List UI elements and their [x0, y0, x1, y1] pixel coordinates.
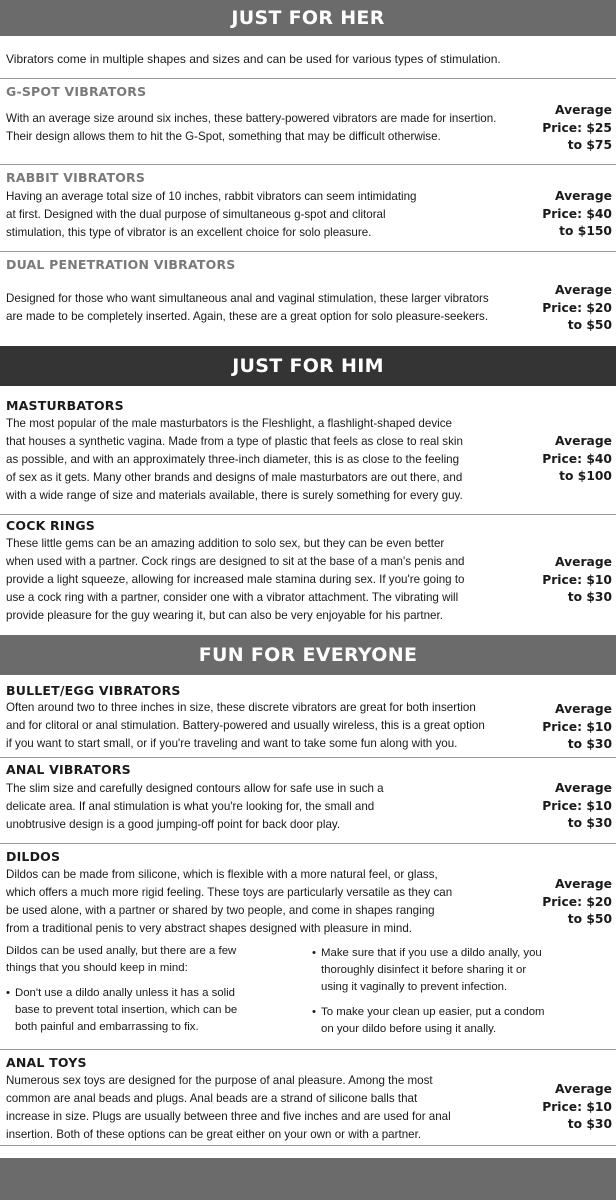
price-cock-rings: Average Price: $10 to $30: [542, 555, 612, 604]
product-description: Designed for those who want simultaneous anal and vaginal stimulation, these larger vibrators are made to be completely inserted. Again, these are a great option for solo pleasure-seekers.: [6, 292, 489, 323]
list-item: • To make your clean up easier, put a condom on your dildo before using it anally.: [312, 1004, 572, 1038]
product-title: MASTURBATORS: [6, 398, 124, 413]
divider: [0, 1049, 616, 1050]
price-dual: Average Price: $20 to $50: [542, 283, 612, 332]
divider: [0, 843, 616, 844]
dildo-tips-intro: Dildos can be used anally, but there are a few things that you should keep in mind:: [6, 945, 237, 974]
section-header-everyone: FUN FOR EVERYONE: [0, 635, 616, 675]
list-item: • Don't use a dildo anally unless it has a solid base to prevent total insertion, which can be both painful and embarrassing to fix.: [6, 985, 306, 1036]
product-title: G-SPOT VIBRATORS: [6, 84, 147, 99]
product-title: ANAL TOYS: [6, 1055, 87, 1070]
price-anal-vibrators: Average Price: $10 to $30: [542, 781, 612, 830]
price-masturbators: Average Price: $40 to $100: [542, 434, 612, 483]
product-description: Dildos can be made from silicone, which is flexible with a more natural feel, or glass, which offers a much more rigid feeling. These toys are particularly versatile as they can be used alone, with a partner or shared by two people, and come in shapes ranging from a traditional penis to very abstract shapes designed with pleasure in mind.: [6, 868, 453, 935]
product-description: With an average size around six inches, these battery-powered vibrators are made for insertion. Their design allows them to hit the G-Spot, something that may be difficult otherwise.: [6, 112, 497, 143]
divider: [0, 78, 616, 79]
product-description: These little gems can be an amazing addition to solo sex, but they can be even better when used with a partner. Cock rings are designed to sit at the base of a man's penis and provide a light squeeze, allowing for increased male stamina during sex. If you're going to use a cock ring with a partner, consider one with a vibrator attachment. The vibrating will provide pleasure for the guy wearing it, but can also be very enjoyable for his partner.: [6, 537, 465, 622]
divider: [0, 164, 616, 165]
product-anal-vibrators: [6, 762, 610, 834]
her-intro: Vibrators come in multiple shapes and sizes and can be used for various types of stimulation.: [6, 52, 501, 66]
product-dual-penetration-vibrators: [6, 257, 610, 326]
product-title: DUAL PENETRATION VIBRATORS: [6, 257, 236, 272]
product-gspot-vibrators: [6, 84, 610, 146]
product-dildos: [6, 849, 610, 938]
product-title: COCK RINGS: [6, 518, 96, 533]
list-item: • Make sure that if you use a dildo anally, you thoroughly disinfect it before sharing it or using it vaginally to prevent infection.: [312, 945, 572, 996]
product-title: BULLET/EGG VIBRATORS: [6, 683, 181, 698]
product-title: ANAL VIBRATORS: [6, 762, 131, 777]
price-gspot: Average Price: $25 to $75: [542, 103, 612, 152]
product-rabbit-vibrators: [6, 170, 610, 242]
product-cock-rings: [6, 518, 610, 625]
divider: [0, 251, 616, 252]
divider: [0, 514, 616, 515]
section-header-her: JUST FOR HER: [0, 0, 616, 36]
product-title: DILDOS: [6, 849, 61, 864]
price-rabbit: Average Price: $40 to $150: [542, 189, 612, 238]
product-description: Often around two to three inches in size, these discrete vibrators are great for both insertion and for clitoral or anal stimulation. Battery-powered and usually wireless, this is a great option if you want to start small, or if you're traveling and want to take some fun along with you.: [6, 701, 485, 750]
price-bullet-egg: Average Price: $10 to $30: [542, 702, 612, 751]
product-title: RABBIT VIBRATORS: [6, 170, 146, 185]
bullet-icon: •: [312, 947, 316, 959]
dildo-tips-left: [6, 943, 306, 1036]
divider: [0, 1145, 616, 1146]
dildo-tips-right: [312, 945, 572, 1038]
bullet-icon: •: [312, 1006, 316, 1018]
product-anal-toys: [6, 1055, 610, 1144]
product-masturbators: [6, 398, 610, 505]
product-description: Having an average total size of 10 inches, rabbit vibrators can seem intimidating at first. Designed with the dual purpose of simultaneous g-spot and clitoral stimulation, this type of vibrator is an excellent choice for solo pleasure.: [6, 190, 417, 239]
bullet-icon: •: [6, 987, 10, 999]
product-description: The slim size and carefully designed contours allow for safe use in such a delicate area. If anal stimulation is what you're looking for, the small and unobtrusive design is a good jumping-off point for back door play.: [6, 782, 384, 831]
product-bullet-egg-vibrators: [6, 683, 610, 753]
footer-band: [0, 1158, 616, 1200]
product-description: The most popular of the male masturbators is the Fleshlight, a flashlight-shaped device that houses a synthetic vagina. Made from a type of plastic that feels as close to real skin as possible, and with an approximately three-inch diameter, this is as close to the feeling of sex as it gets. Many other brands and designs of male masturbators are out there, and with a wide range of size and materials available, there is surely something for every guy.: [6, 417, 463, 502]
price-anal-toys: Average Price: $10 to $30: [542, 1082, 612, 1131]
divider: [0, 757, 616, 758]
section-header-him: JUST FOR HIM: [0, 346, 616, 386]
price-dildos: Average Price: $20 to $50: [542, 877, 612, 926]
product-description: Numerous sex toys are designed for the purpose of anal pleasure. Among the most common are anal beads and plugs. Anal beads are a strand of silicone balls that increase in size. Plugs are usually between three and five inches and are used for anal insertion. Both of these options can be great either on your own or with a partner.: [6, 1074, 451, 1141]
